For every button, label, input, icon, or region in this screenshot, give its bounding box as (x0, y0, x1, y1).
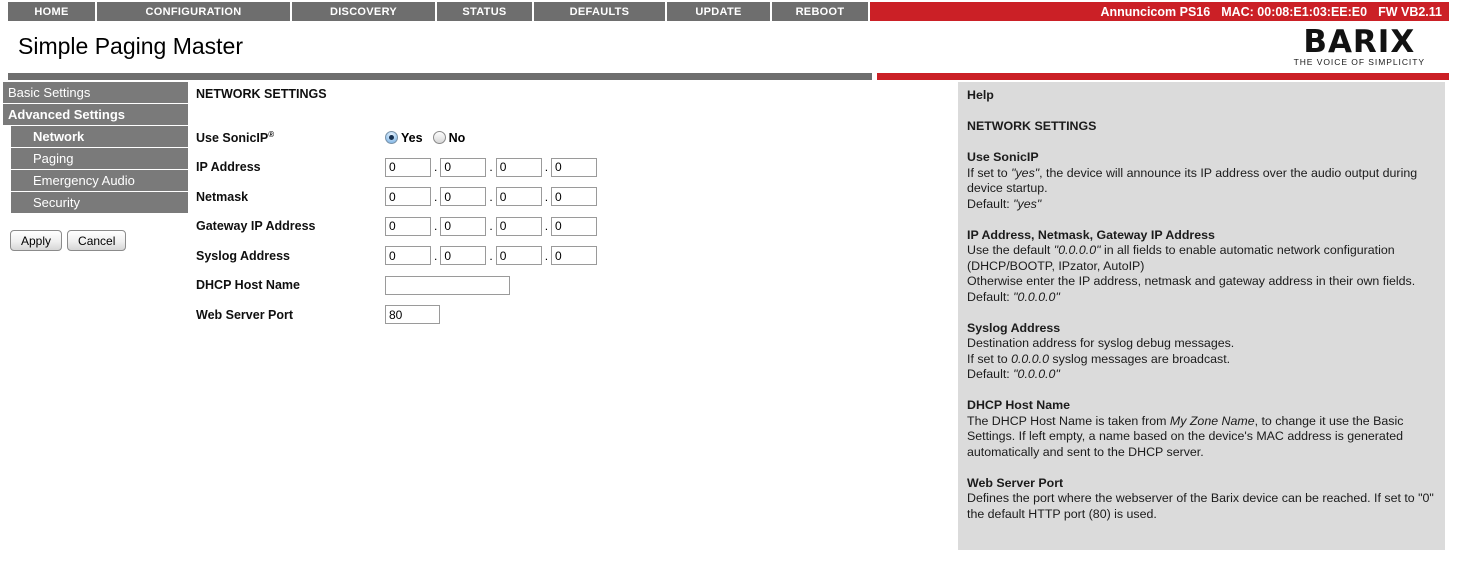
syslog-octet-3[interactable] (496, 246, 542, 265)
syslog-label: Syslog Address (196, 248, 291, 263)
form-row-web-server-port (196, 300, 756, 330)
cancel-button[interactable]: Cancel (67, 230, 126, 251)
nav-tab-status[interactable]: STATUS (437, 2, 532, 21)
syslog-octet-2[interactable] (440, 246, 486, 265)
form-heading: NETWORK SETTINGS (196, 87, 327, 101)
octet-separator: . (544, 160, 549, 175)
netmask-label: Netmask (196, 189, 249, 204)
nav-tab-defaults[interactable]: DEFAULTS (534, 2, 665, 21)
gateway-label: Gateway IP Address (196, 219, 316, 234)
page-title: Simple Paging Master (18, 33, 243, 59)
nav-tab-home[interactable]: HOME (8, 2, 95, 21)
help-panel (958, 82, 1445, 550)
help-section-dhcp-host-name: DHCP Host Name The DHCP Host Name is taken from My Zone Name, to change it use the Basic Settings. If left empty, a name based on the device's MAC address is generated automatically and sent to the DHCP server. (967, 398, 1404, 459)
form-row-ip-address (196, 153, 756, 183)
action-buttons (10, 230, 126, 251)
nav-tab-discovery[interactable]: DISCOVERY (292, 2, 435, 21)
sidebar-item-paging[interactable]: Paging (11, 148, 188, 169)
netmask-octet-3[interactable] (496, 187, 542, 206)
nav-tab-update[interactable]: UPDATE (667, 2, 770, 21)
help-heading: NETWORK SETTINGS (967, 119, 1097, 133)
sidebar (3, 82, 188, 214)
sonicip-label: Use SonicIP® (196, 130, 275, 146)
barix-logo-text: BARIX (1303, 24, 1416, 60)
sidebar-item-emergency-audio[interactable]: Emergency Audio (11, 170, 188, 191)
ip-address-octet-1[interactable] (385, 158, 431, 177)
dhcp-host-name-label: DHCP Host Name (196, 278, 300, 293)
form-row-netmask (196, 182, 756, 212)
octet-separator: . (489, 219, 493, 234)
ip-address-octet-4[interactable] (551, 158, 597, 177)
octet-separator: . (489, 189, 493, 204)
sidebar-item-advanced-settings[interactable]: Advanced Settings (3, 104, 188, 125)
syslog-octet-1[interactable] (385, 246, 431, 265)
octet-separator: . (434, 160, 438, 175)
device-model: Annuncicom PS16 (1100, 4, 1211, 19)
octet-separator: . (434, 189, 438, 204)
octet-separator: . (434, 219, 438, 234)
syslog-octet-4[interactable] (551, 246, 597, 265)
help-section-ip-netmask-gateway: IP Address, Netmask, Gateway IP Address Use the default "0.0.0.0" in all fields to enable automatic network configuration (DHCP/BOOTP, IPzator, AutoIP) Otherwise enter the IP address, netmask and gateway address in their own fields. Default: "0.0.0.0" (967, 227, 1416, 304)
octet-separator: . (489, 248, 493, 263)
barix-logo (1293, 24, 1425, 67)
octet-separator: . (544, 248, 549, 263)
help-section-syslog: Syslog Address Destination address for syslog debug messages. If set to 0.0.0.0 syslog messages are broadcast. Default: "0.0.0.0" (967, 320, 1235, 381)
divider-gray (8, 73, 872, 80)
sidebar-item-basic-settings[interactable]: Basic Settings (3, 82, 188, 103)
web-server-port-label: Web Server Port (196, 307, 294, 322)
netmask-octet-2[interactable] (440, 187, 486, 206)
octet-separator: . (544, 219, 549, 234)
device-info-bar (870, 2, 1449, 21)
network-settings-form (196, 84, 756, 330)
octet-separator: . (489, 160, 493, 175)
sidebar-item-network[interactable]: Network (11, 126, 188, 147)
form-row-gateway (196, 212, 756, 242)
dhcp-host-name-input[interactable] (385, 276, 510, 295)
gateway-octet-2[interactable] (440, 217, 486, 236)
gateway-octet-3[interactable] (496, 217, 542, 236)
form-row-dhcp-host-name (196, 271, 756, 301)
help-section-web-server-port: Web Server Port Defines the port where the webserver of the Barix device can be reached. If set to "0" the default HTTP port (80) is used. (967, 475, 1434, 521)
apply-button[interactable]: Apply (10, 230, 62, 251)
nav-tab-reboot[interactable]: REBOOT (772, 2, 868, 21)
ip-address-octet-3[interactable] (496, 158, 542, 177)
barix-logo-tagline: THE VOICE OF SIMPLICITY (1293, 57, 1425, 67)
netmask-octet-1[interactable] (385, 187, 431, 206)
form-row-sonicip (196, 123, 756, 153)
help-section-use-sonicip: Use SonicIP If set to "yes", the device will announce its IP address over the audio output during device startup. Default: "yes" (967, 150, 1418, 211)
sidebar-item-security[interactable]: Security (11, 192, 188, 213)
octet-separator: . (544, 189, 549, 204)
ip-address-octet-2[interactable] (440, 158, 486, 177)
sonicip-yes-label: Yes (401, 130, 423, 145)
web-server-port-input[interactable] (385, 305, 440, 324)
sonicip-no-radio[interactable] (433, 131, 446, 144)
sonicip-yes-radio[interactable] (385, 131, 398, 144)
top-navbar (8, 2, 1449, 21)
ip-address-label: IP Address (196, 160, 261, 175)
nav-tab-configuration[interactable]: CONFIGURATION (97, 2, 290, 21)
help-title: Help (967, 88, 994, 102)
device-mac: MAC: 00:08:E1:03:EE:E0 (1221, 4, 1368, 19)
gateway-octet-4[interactable] (551, 217, 597, 236)
device-firmware: FW VB2.11 (1378, 4, 1442, 19)
netmask-octet-4[interactable] (551, 187, 597, 206)
form-row-syslog (196, 241, 756, 271)
octet-separator: . (434, 248, 438, 263)
gateway-octet-1[interactable] (385, 217, 431, 236)
sonicip-no-label: No (448, 130, 466, 145)
divider-red (877, 73, 1449, 80)
